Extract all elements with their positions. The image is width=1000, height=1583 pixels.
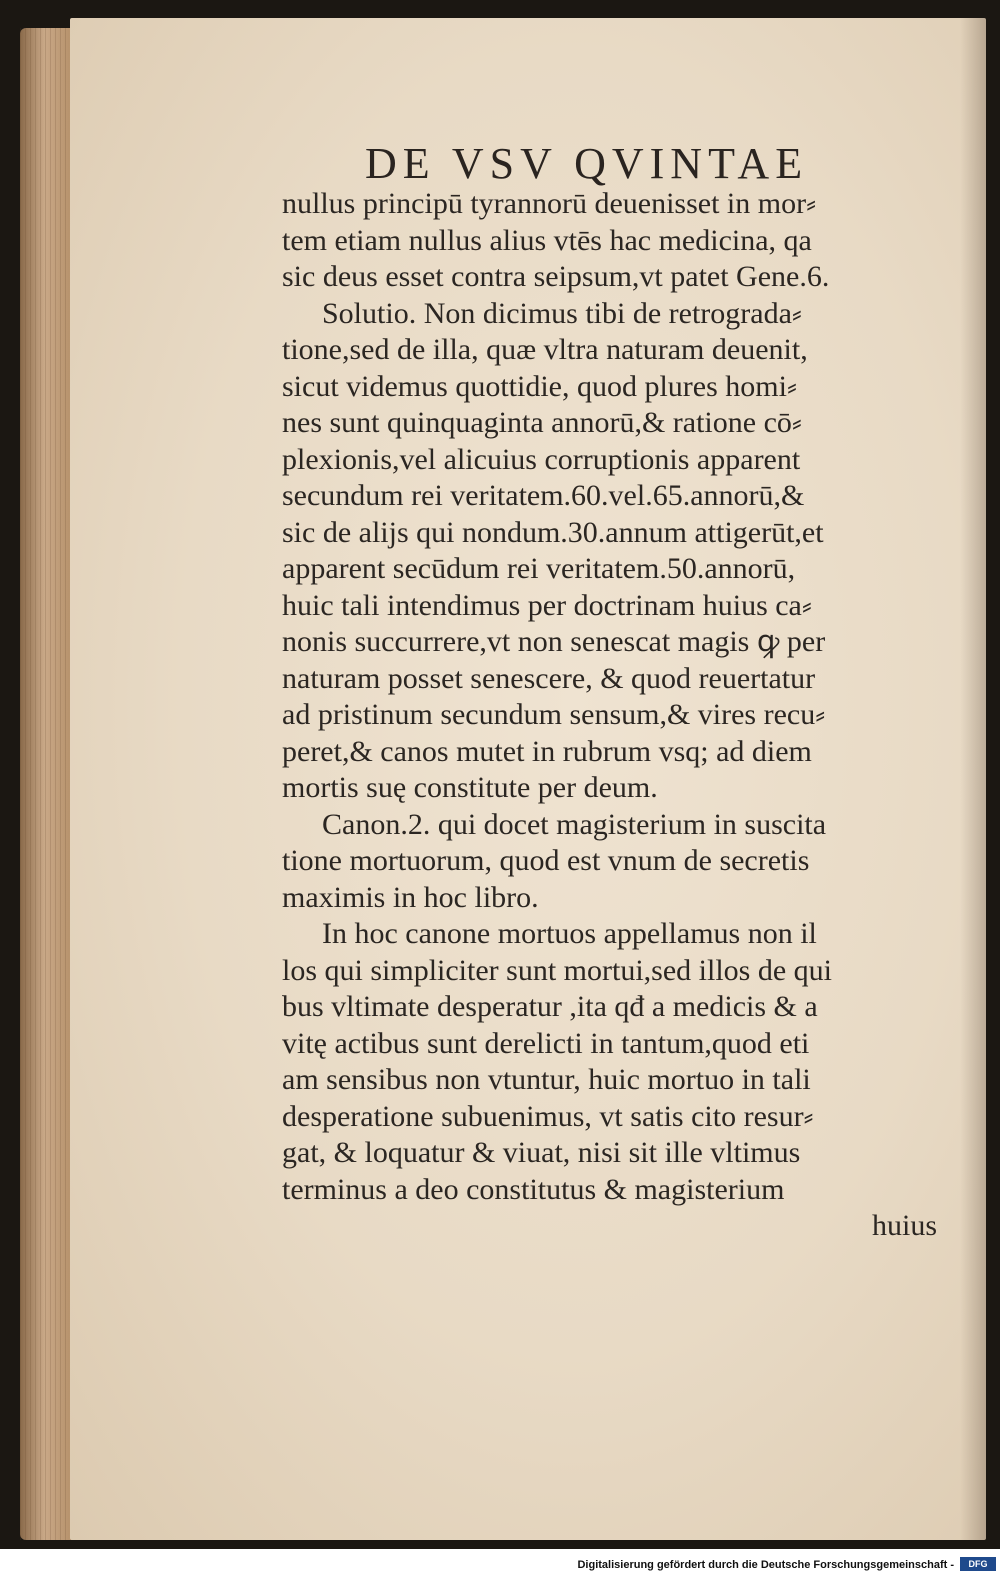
text-line: los qui simpliciter sunt mortui,sed illos de qui — [282, 953, 832, 987]
text-line: am sensibus non vtuntur, huic mortuo in tali — [282, 1063, 811, 1096]
running-head: DE VSV QVINTAE — [365, 139, 809, 188]
dfg-logo-icon: DFG — [960, 1557, 996, 1571]
text-line: tione mortuorum, quod est vnum de secretis — [282, 844, 810, 877]
text-line: terminus a deo constitutus & magisterium — [282, 1172, 785, 1206]
text-line: maximis in hoc libro. — [282, 880, 539, 914]
text-line: peret,& canos mutet in rubrum vsq; ad diem — [282, 734, 812, 768]
text-line: desperatione subuenimus, vt satis cito resur⸗ — [282, 1099, 814, 1133]
text-line: apparent secūdum rei veritatem.50.annorū, — [282, 552, 796, 585]
text-line: tem etiam nullus alius vtēs hac medicina, qa — [282, 223, 812, 257]
text-line: tione,sed de illa, quæ vltra naturam deuenit, — [282, 333, 808, 366]
text-line: nullus principū tyrannorū deuenisset in mor⸗ — [282, 187, 817, 220]
text-line: secundum rei veritatem.60.vel.65.annorū,& — [282, 479, 805, 512]
text-line: sic deus esset contra seipsum,vt patet Gene.6. — [282, 260, 830, 293]
text-line: Solutio. Non dicimus tibi de retrograda⸗ — [322, 296, 802, 330]
text-block — [282, 186, 947, 1245]
text-line: vitę actibus sunt derelicti in tantum,quod eti — [282, 1026, 810, 1060]
text-line: nes sunt quinquaginta annorū,& ratione cō⸗ — [282, 406, 802, 439]
text-line: bus vltimate desperatur ,ita qđ a medicis & a — [282, 990, 818, 1023]
text-line: plexionis,vel alicuius corruptionis apparent — [282, 442, 801, 476]
text-line: Canon.2. qui docet magisterium in suscita — [322, 807, 827, 841]
text-line: mortis suę constitute per deum. — [282, 771, 658, 804]
text-line: naturam posset senescere, & quod reuertatur — [282, 661, 816, 695]
text-line: nonis succurrere,vt non senescat magis ꝙ per — [282, 625, 826, 658]
text-line: In hoc canone mortuos appellamus non il — [322, 917, 817, 950]
text-line: ad pristinum secundum sensum,& vires recu⸗ — [282, 698, 826, 731]
text-line: gat, & loquatur & viuat, nisi sit ille vltimus — [282, 1136, 801, 1169]
catchword: huius — [871, 1209, 937, 1242]
text-line: sic de alijs qui nondum.30.annum attigerūt,et — [282, 515, 824, 549]
text-line: sicut videmus quottidie, quod plures homi⸗ — [282, 369, 797, 403]
text-line: huic tali intendimus per doctrinam huius ca⸗ — [282, 588, 812, 622]
funding-credit: Digitalisierung gefördert durch die Deutsche Forschungsgemeinschaft - — [577, 1559, 954, 1571]
gutter-shadow — [960, 18, 986, 1540]
footer-bar — [0, 1549, 1000, 1583]
